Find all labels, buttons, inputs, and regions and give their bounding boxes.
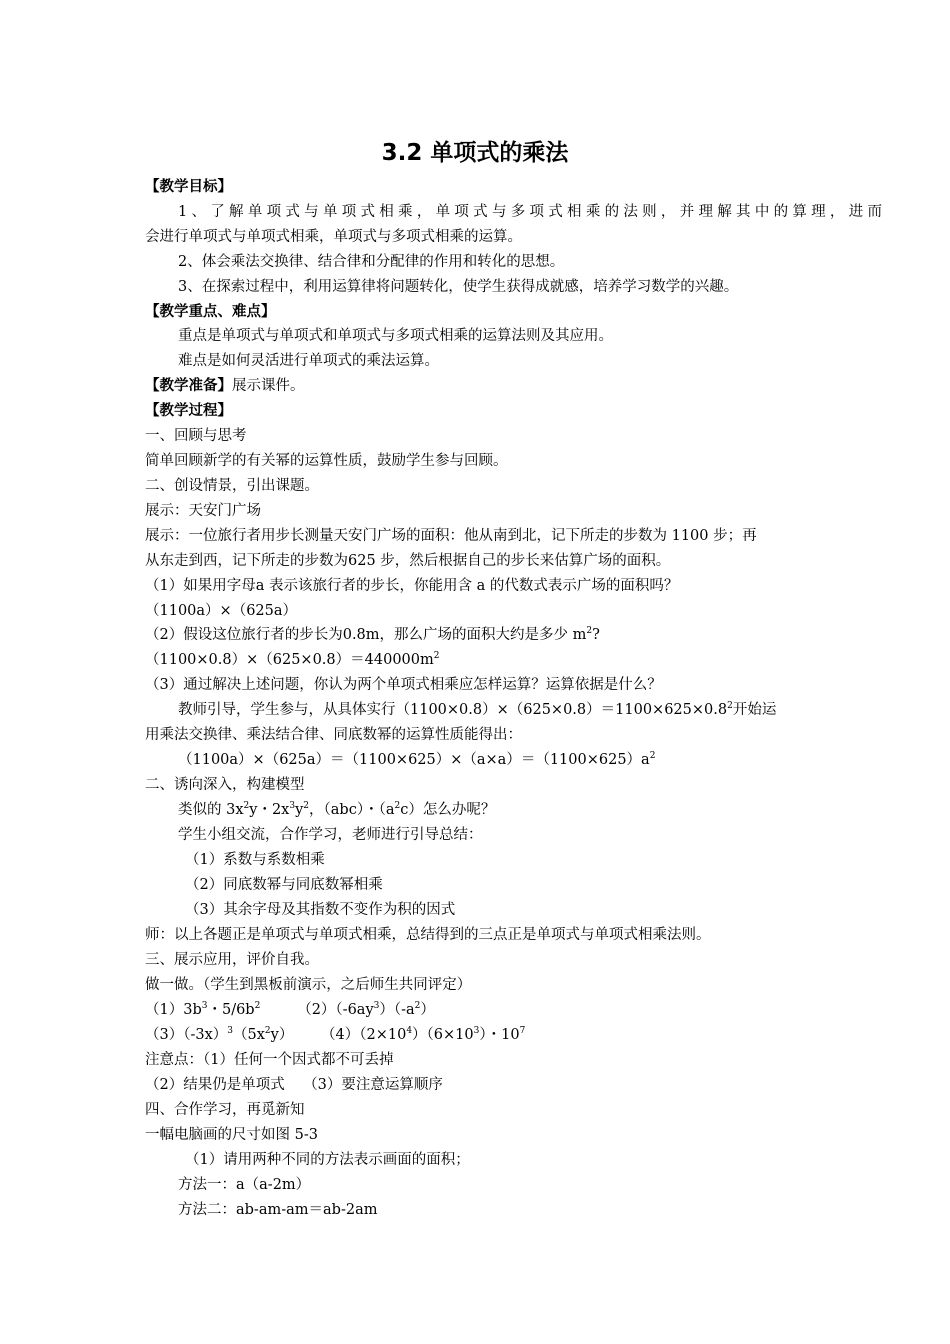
formula-line: 方法一：a（a-2m） [178,1177,311,1193]
paragraph-line: 一、回顾与思考 [145,428,247,444]
list-item: （3）其余字母及其指数不变作为积的因式 [185,902,456,918]
paragraph-line: $(1100\times 0.8)\times(625\times 0.8)=440000m^2$ [145,651,440,668]
exercise-line: $(1)3b^3$・$5/6b^2$ $(2)(-6ay^3)(-a^2)$ [145,1001,435,1018]
paragraph-line: 师：以上各题正是单项式与单项式相乘，总结得到的三点正是单项式与单项式相乘法则。 [145,927,711,943]
paragraph-line: （1）请用两种不同的方法表示画面的面积； [185,1152,470,1168]
paragraph-line: 四、合作学习，再觅新知 [145,1102,305,1118]
section-heading-key-points: 【教学重点、难点】 [145,304,276,320]
paragraph-line: 展示：一位旅行者用步长测量天安门广场的面积：他从南到北，记下所走的步数为 1100 步；再 [145,528,757,544]
paragraph-line: （1）如果用字母a 表示该旅行者的步长，你能用含 a 的代数式表示广场的面积吗？ [145,578,679,594]
paragraph-line: 从东走到西，记下所走的步数为625 步，然后根据自己的步长来估算广场的面积。 [145,553,671,569]
paragraph-line: 1、了解单项式与单项式相乘，单项式与多项式相乘的法则，并理解其中的算理，进而 [178,204,882,220]
list-item: （2）同底数幂与同底数幂相乘 [185,877,383,893]
paragraph-line: 做一做。（学生到黑板前演示，之后师生共同评定） [145,977,472,993]
paragraph-line: 展示：天安门广场 [145,503,261,519]
paragraph-line: 注意点：（1）任何一个因式都不可丢掉 [145,1052,394,1068]
section-heading-preparation: 【教学准备】展示课件。 [145,378,305,394]
paragraph-line: （2）结果仍是单项式 （3）要注意运算顺序 [145,1077,443,1093]
paragraph-line: 学生小组交流，合作学习，老师进行引导总结： [178,827,483,843]
exercise-line: $(3)(-3x)^3(5x^2y)$ $(4)(2\times 10^4)(6\times 10^3)$・$10^7$ [145,1026,526,1043]
paragraph-line: （3）通过解决上述问题，你认为两个单项式相乘应怎样运算？运算依据是什么？ [145,677,662,693]
formula-line: 方法二：ab-am-am＝ab-2am [178,1202,378,1218]
paragraph-line: 一幅电脑画的尺寸如图 5-3 [145,1127,318,1143]
paragraph-line: 二、创设情景，引出课题。 [145,478,319,494]
formula-line: $(1100a)\times(625a)=(1100\times 625)\times(a\times a)=(1100\times 625)a^2$ [178,751,656,768]
paragraph-line: （2）假设这位旅行者的步长为0.8m，那么广场的面积大约是多少 $m^2$? [145,626,600,643]
paragraph-line: 难点是如何灵活进行单项式的乘法运算。 [178,353,439,369]
section-heading-objectives: 【教学目标】 [145,179,232,195]
paragraph-line: 用乘法交换律、乘法结合律、同底数幂的运算性质能得出： [145,727,522,743]
document-title: 3.2 单项式的乘法 [381,140,569,166]
section-heading-process: 【教学过程】 [145,403,232,419]
paragraph-line: 二、诱向深入，构建模型 [145,777,305,793]
list-item: （1）系数与系数相乘 [185,852,325,868]
paragraph-line: 2、体会乘法交换律、结合律和分配律的作用和转化的思想。 [178,254,565,270]
formula-line: 类似的 $3x^2y$・$2x^3y^2$，（abc）・$(a^2c)$怎么办呢？ [178,801,496,818]
paragraph-line: （1100a）×（625a） [145,603,298,619]
paragraph-line: 教师引导，学生参与，从具体实行$(1100\times 0.8)\times(625\times 0.8)=1100\times 625\times 0.8^2$开始运 [178,701,777,718]
paragraph-line: 三、展示应用，评价自我。 [145,952,319,968]
paragraph-line: 3、在探索过程中，利用运算律将问题转化，使学生获得成就感，培养学习数学的兴趣。 [178,279,739,295]
paragraph-line: 简单回顾新学的有关幂的运算性质，鼓励学生参与回顾。 [145,453,508,469]
paragraph-line: 会进行单项式与单项式相乘，单项式与多项式相乘的运算。 [145,229,522,245]
paragraph-line: 重点是单项式与单项式和单项式与多项式相乘的运算法则及其应用。 [178,328,613,344]
